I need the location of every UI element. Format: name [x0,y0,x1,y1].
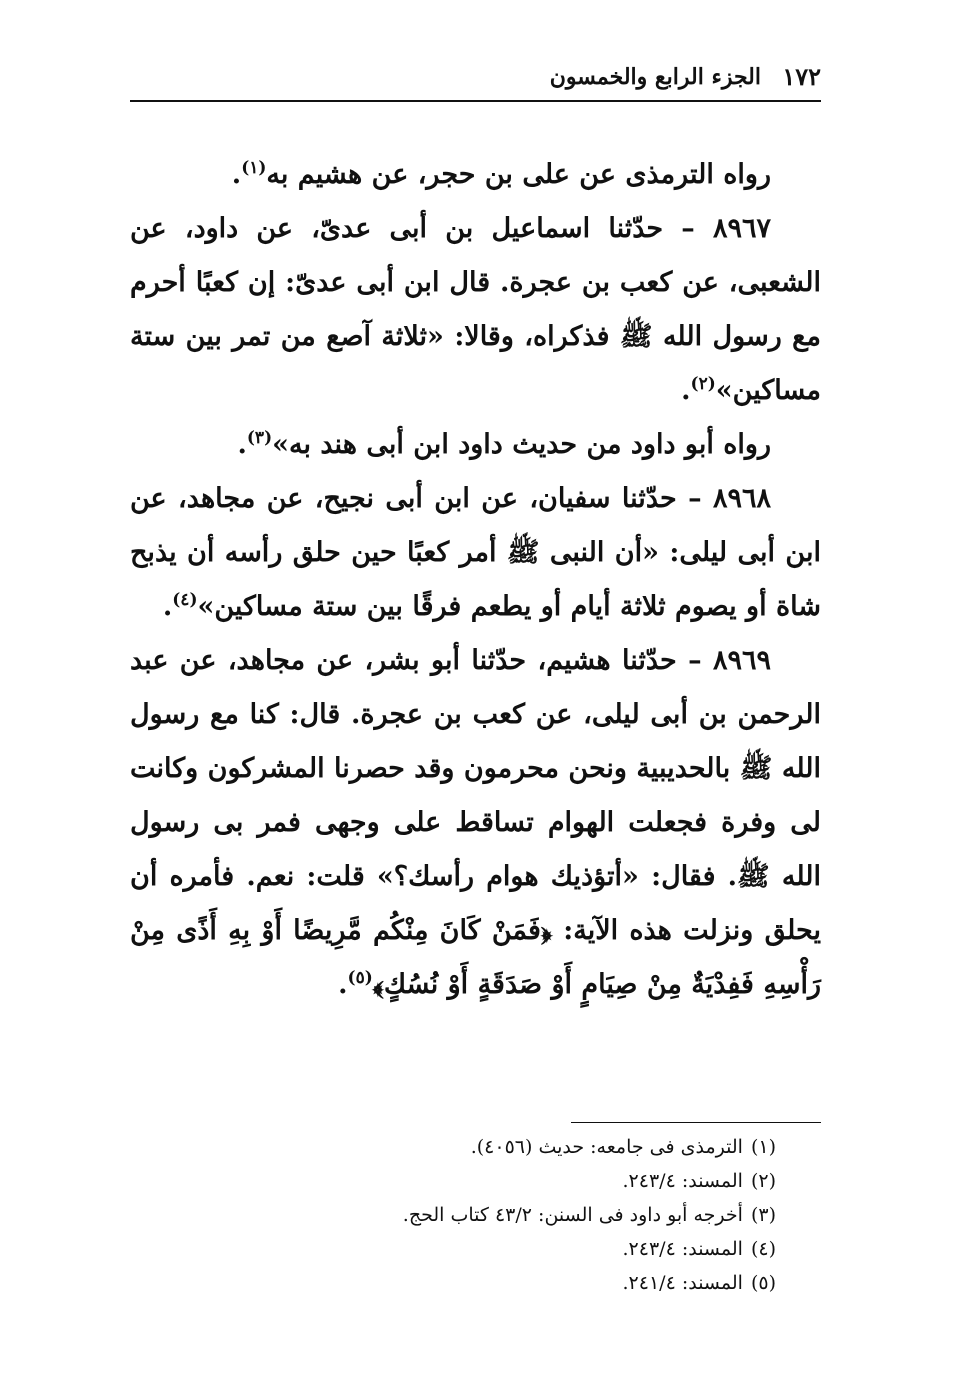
footnote-3 [160,1198,776,1232]
paragraph-end: . [162,591,173,622]
footnote-number: (٥) [750,1272,776,1294]
paragraph-text: ٨٩٦٨ – حدّثنا سفيان، عن ابن أبى نجيح، عن مجاهد، عن ابن أبى ليلى: «أن النبى ﷺ أمر كعبًا حين حلق رأسه أن يذبح شاة أو يصوم ثلاثة أيام أو يطعم فرقًا بين ستة مساكين» [130,483,821,622]
footnote-text: المسند: ٢٤٣/٤. [622,1238,743,1260]
footnote-number: (٣) [750,1204,776,1226]
page-number: ١٧٢ [782,62,821,91]
footnote-number: (١) [750,1136,776,1158]
paragraph-end: . [237,429,247,460]
hadith-8967 [130,202,821,418]
paragraph-end: . [338,969,348,1000]
footnote-text: أخرجه أبو داود فى السنن: ٤٣/٢ كتاب الحج. [402,1204,743,1226]
footnote-text: المسند: ٢٤٣/٤. [622,1170,743,1192]
page-header [130,58,821,96]
hadith-8969 [130,634,821,1012]
paragraph-end: . [681,375,691,406]
main-text [130,148,821,1012]
footnote-marker: (٣) [246,428,273,448]
footnote-number: (٤) [750,1238,776,1260]
running-title: الجزء الرابع والخمسون [549,64,761,90]
paragraph-end: . [231,159,242,190]
paragraph-text: ٨٩٦٧ – حدّثنا اسماعيل بن أبى عدىّ، عن داود، عن الشعبى، عن كعب بن عجرة. قال ابن أبى عدىّ: إن كعبًا أحرم مع رسول الله ﷺ فذكراه، وقالا: «ثلاثة آصع من تمر بين ستة مساكين» [130,213,821,406]
footnotes-list [160,1130,776,1300]
footnote-marker: (٢) [690,374,716,394]
footnote-1 [160,1130,776,1164]
footnote-5 [160,1266,776,1300]
paragraph-text: ٨٩٦٩ – حدّثنا هشيم، حدّثنا أبو بشر، عن مجاهد، عن عبد الرحمن بن أبى ليلى، عن كعب بن عجرة. قال: كنا مع رسول الله ﷺ بالحديبية ونحن محرمون وقد حصرنا المشركون وكانت لى وفرة فجعلت الهوام تساقط على وجهى فمر بى رسول الله ﷺ. فقال: «أتؤذيك هوام رأسك؟» قلت: نعم. فأمره أن يحلق ونزلت هذه الآية: ﴿فَمَنْ كَانَ مِنْكُم مَّرِيضًا أَوْ بِهِ أَذًى مِنْ رَأْسِهِ فَفِدْيَةٌ مِنْ صِيَامٍ أَوْ صَدَقَةٍ أَوْ نُسُكٍ﴾ [130,645,821,1000]
paragraph-text: رواه الترمذى عن على بن حجر، عن هشيم به [266,159,771,190]
footnote-text: المسند: ٢٤١/٤. [622,1272,743,1294]
footnote-2 [160,1164,776,1198]
footnote-text: الترمذى فى جامعه: حديث (٤٠٥٦). [470,1136,743,1158]
paragraph-abu-dawud-note [130,418,821,472]
paragraph-tirmidhi-note [130,148,821,202]
footnote-marker: (٥) [347,968,373,988]
footnote-4 [160,1232,776,1266]
footnote-marker: (١) [241,158,267,178]
footnote-marker: (٤) [172,590,198,610]
paragraph-text: رواه أبو داود من حديث داود ابن أبى هند به» [272,429,771,460]
header-rule [130,100,821,102]
hadith-8968 [130,472,821,634]
footnote-number: (٢) [750,1170,776,1192]
footnote-rule [571,1122,821,1123]
